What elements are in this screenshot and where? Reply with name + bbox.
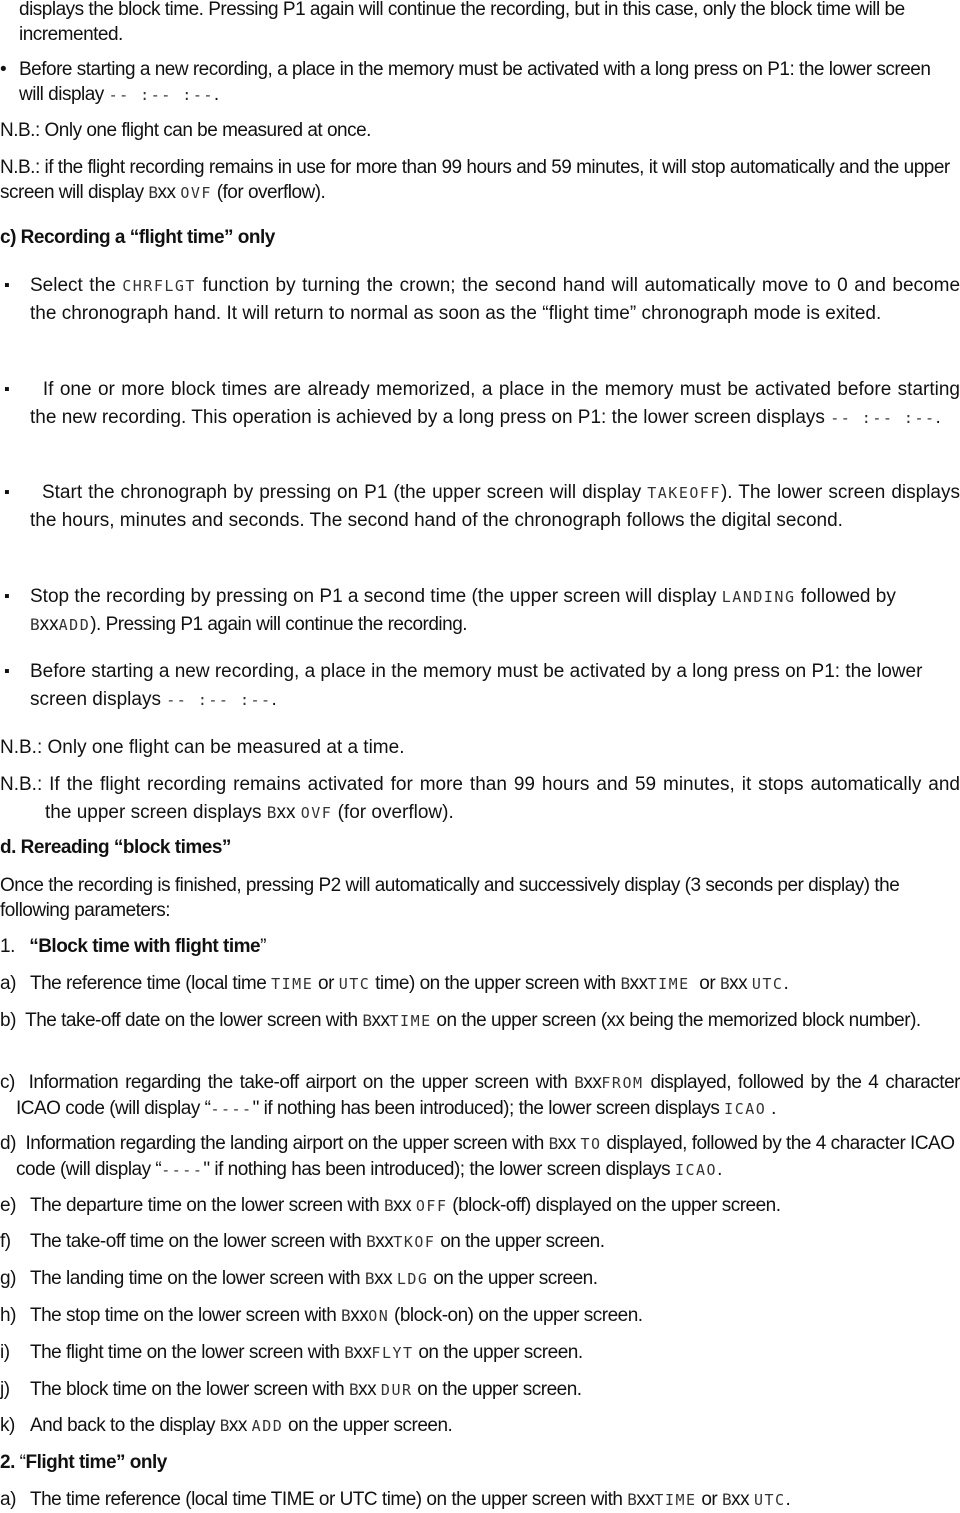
block-number-icon: B <box>148 183 158 202</box>
item-c: c) Information regarding the take-off airport on the upper screen with BxxFROM displayed, followed by the 4 character ICAO code (will display “----" if nothing has been introduced); the lower screen displays ICAO . <box>0 1072 960 1119</box>
item-k: k) And back to the display Bxx ADD on the upper screen. <box>0 1415 453 1436</box>
item-d: d) Information regarding the landing airport on the upper screen with Bxx TO displayed, followed by the 4 character ICAO code (will display “----" if nothing has been introduced); the lower screen displays ICAO. <box>0 1133 955 1180</box>
subheading-2: 2. “Flight time” only <box>0 1452 167 1473</box>
block-number-icon: B <box>366 1232 376 1251</box>
intro-rereading: Once the recording is finished, pressing P2 will automatically and successively display (3 seconds per display) the following parameters: <box>0 875 900 921</box>
item-j: j) The block time on the lower screen with Bxx DUR on the upper screen. <box>0 1379 582 1400</box>
paragraph-continuation: displays the block time. Pressing P1 again will continue the recording, but in this case, only the block time will be incremented. <box>19 0 905 45</box>
block-number-icon: B <box>266 803 277 822</box>
block-number-icon: B <box>383 1196 394 1215</box>
bullet-before-recording: • Before starting a new recording, a place in the memory must be activated with a long press on P1: the lower screen will display -- :-- :--. <box>0 59 931 105</box>
block-number-icon: B <box>574 1073 584 1092</box>
heading-section-d: d. Rereading “block times” <box>0 837 231 858</box>
nb-overflow: N.B.: if the flight recording remains in use for more than 99 hours and 59 minutes, it will stop automatically and the upper screen will display Bxx OVF (for overflow). <box>0 157 950 203</box>
bullet-before-new-recording: ▪ Before starting a new recording, a place in the memory must be activated by a long press on P1: the lower screen displays -- :-- :--. <box>0 658 960 714</box>
square-bullet-icon: ▪ <box>4 588 10 605</box>
block-number-icon: B <box>719 974 730 993</box>
square-bullet-icon: ▪ <box>4 381 10 398</box>
block-number-icon: B <box>349 1380 359 1399</box>
item-g: g) The landing time on the lower screen with Bxx LDG on the upper screen. <box>0 1268 598 1289</box>
bullet-start-chrono: ▪ Start the chronograph by pressing on P1 (the upper screen will display TAKEOFF). The lower screen displays the hours, minutes and seconds. The second hand of the chronograph follows the digital second. <box>0 479 960 535</box>
item-e: e) The departure time on the lower screen with Bxx OFF (block-off) displayed on the upper screen. <box>0 1195 781 1216</box>
block-number-icon: B <box>344 1343 354 1362</box>
block-number-icon: B <box>219 1416 229 1435</box>
block-number-icon: B <box>722 1490 732 1509</box>
nb-one-flight-time: N.B.: Only one flight can be measured at a time. <box>0 737 405 758</box>
item-i: i) The flight time on the lower screen with BxxFLYT on the upper screen. <box>0 1342 583 1363</box>
nb-overflow-c: N.B.: If the flight recording remains activated for more than 99 hours and 59 minutes, it stops automatically and the upper screen displays Bxx OVF (for overflow). <box>0 774 960 823</box>
square-bullet-icon: ▪ <box>4 663 10 680</box>
block-number-icon: B <box>627 1490 637 1509</box>
bullet-select-function: ▪ Select the CHRFLGT function by turning the crown; the second hand will automatically move to 0 and become the chronograph hand. It will return to normal as soon as the “flight time” chronograph mode is exited. <box>0 272 960 328</box>
block-number-icon: B <box>341 1306 351 1325</box>
subheading-1: 1. “Block time with flight time” <box>0 936 266 957</box>
dot-bullet-icon: • <box>0 59 7 80</box>
bullet-stop-recording: ▪ Stop the recording by pressing on P1 a second time (the upper screen will display LANDING followed by BxxADD). Pressing P1 again will continue the recording. <box>0 583 960 639</box>
square-bullet-icon: ▪ <box>4 484 10 501</box>
block-number-icon: B <box>30 615 40 634</box>
item-a: a) The reference time (local time TIME or UTC time) on the upper screen with BxxTIME or Bxx UTC. <box>0 973 789 994</box>
heading-section-c: c) Recording a “flight time” only <box>0 227 275 248</box>
block-number-icon: B <box>548 1134 558 1153</box>
item-b: b) The take-off date on the lower screen with BxxTIME on the upper screen (xx being the memorized block number). <box>0 1010 921 1031</box>
nb-one-flight: N.B.: Only one flight can be measured at once. <box>0 120 371 141</box>
item-h: h) The stop time on the lower screen with BxxON (block-on) on the upper screen. <box>0 1305 643 1326</box>
block-number-icon: B <box>362 1011 372 1030</box>
block-number-icon: B <box>364 1269 375 1288</box>
bullet-memory-place: ▪ If one or more block times are already memorized, a place in the memory must be activated before starting the new recording. This operation is achieved by a long press on P1: the lower screen displays -- :-- :--. <box>0 376 960 432</box>
item-2a: a) The time reference (local time TIME or UTC time) on the upper screen with BxxTIME or Bxx UTC. <box>0 1489 791 1510</box>
item-f: f) The take-off time on the lower screen with BxxTKOF on the upper screen. <box>0 1231 605 1252</box>
square-bullet-icon: ▪ <box>4 277 10 294</box>
block-number-icon: B <box>620 974 630 993</box>
